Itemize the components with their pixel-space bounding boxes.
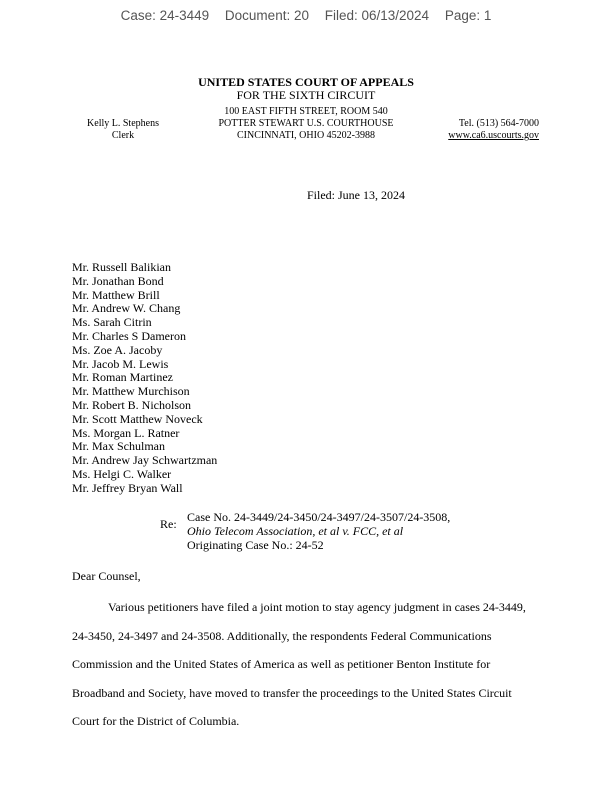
address-line-2: POTTER STEWART U.S. COURTHOUSE [218,118,394,129]
court-website-link[interactable]: www.ca6.uscourts.gov [448,130,539,141]
recipient: Mr. Andrew W. Chang [72,301,181,316]
circuit-name: FOR THE SIXTH CIRCUIT [236,88,376,102]
re-block [187,510,450,552]
recipient: Ms. Sarah Citrin [72,315,152,330]
stamp-document: Document: 20 [224,8,309,23]
recipient: Mr. Charles S Dameron [72,328,186,343]
recipient: Mr. Roman Martinez [72,370,173,385]
stamp-page: Page: 1 [444,8,492,23]
recipient: Ms. Helgi C. Walker [72,466,172,481]
recipient: Mr. Russell Balikian [72,260,171,274]
recipient: Mr. Matthew Murchison [72,384,190,399]
clerk-block [68,118,178,142]
stamp-filed: Filed: 06/13/2024 [324,8,430,23]
filed-date: Filed: June 13, 2024 [307,188,405,202]
recipient: Mr. Jacob M. Lewis [72,356,169,371]
address-line-3: CINCINNATI, OHIO 45202-3988 [236,130,376,141]
case-numbers: Case No. 24-3449/24-3450/24-3497/24-3507/24-3508, [187,510,451,524]
recipient: Ms. Morgan L. Ratner [72,425,180,440]
recipient: Mr. Jonathan Bond [72,273,164,288]
recipient: Mr. Scott Matthew Noveck [72,411,203,426]
body-paragraph [72,593,542,736]
filing-stamp [0,8,612,23]
clerk-name: Kelly L. Stephens [87,118,159,129]
recipient: Mr. Matthew Brill [72,287,160,302]
court-name: UNITED STATES COURT OF APPEALS [198,75,414,89]
contact-block [448,118,539,142]
salutation: Dear Counsel, [72,569,141,583]
re-label: Re: [160,517,177,531]
recipient: Mr. Max Schulman [72,439,165,454]
phone-number: Tel. (513) 564-7000 [458,118,539,129]
originating-case: Originating Case No.: 24-52 [187,538,324,552]
recipient-list [72,261,217,496]
recipient: Mr. Jeffrey Bryan Wall [72,480,183,495]
recipient: Ms. Zoe A. Jacoby [72,342,163,357]
case-title: Ohio Telecom Association, et al v. FCC, et al [187,524,404,538]
stamp-case: Case: 24-3449 [120,8,210,23]
address-line-1: 100 EAST FIFTH STREET, ROOM 540 [224,106,388,117]
recipient: Mr. Robert B. Nicholson [72,397,191,412]
clerk-title: Clerk [111,130,135,141]
body-paragraph-text: Various petitioners have filed a joint motion to stay agency judgment in cases 24-3449, 24-3450, 24-3497 and 24-3508. Additionally, the respondents Federal Communications Commission and the United States of America as well as petitioner Benton Institute for Broadband and Society, have moved to transfer the proceedings to the United States Circuit Court for the District of Columbia. [72,600,526,728]
recipient: Mr. Andrew Jay Schwartzman [72,453,218,468]
